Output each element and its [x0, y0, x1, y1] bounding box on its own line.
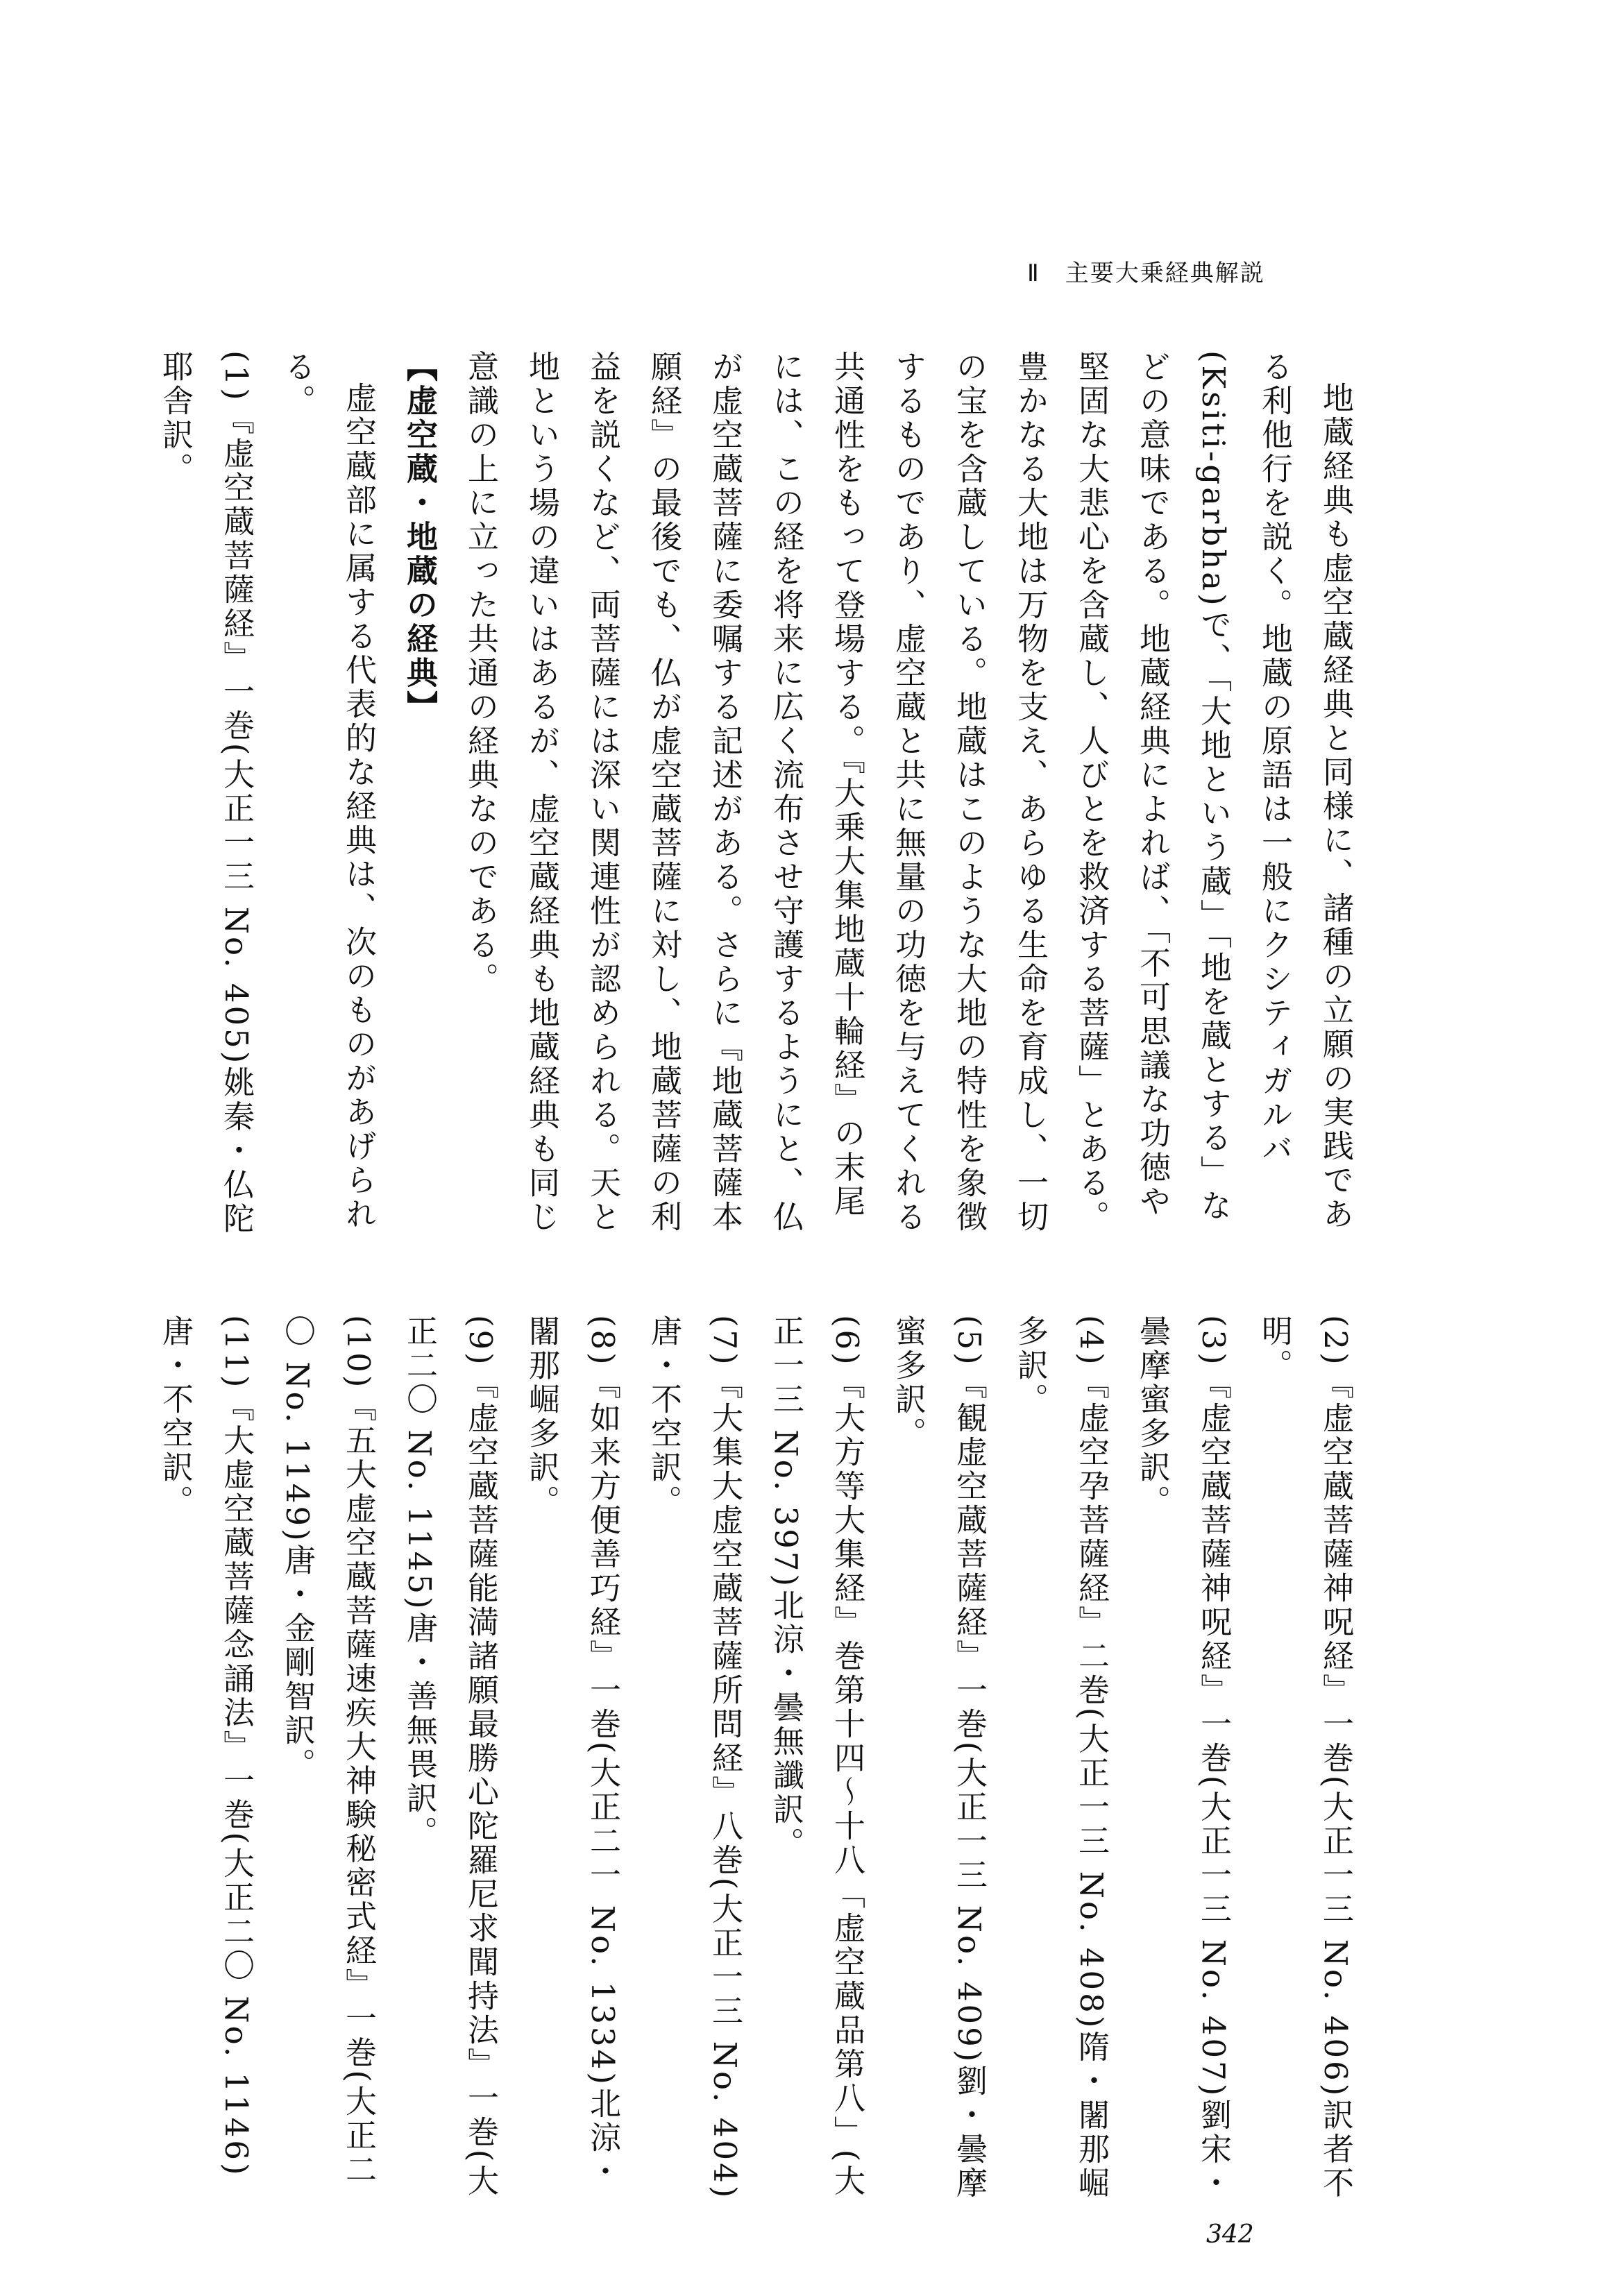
- sutra-entry-8: (8)『如来方便善巧経』一巻(大正二一 No. 1334)北涼・闍那崛多訳。: [523, 1315, 621, 2189]
- section-intro: 虚空蔵部に属する代表的な経典は、次のものがあげられる。: [279, 350, 377, 1232]
- sutra-entry-11: (11)『大虚空蔵菩薩念誦法』一巻(大正二〇 No. 1146)唐・不空訳。: [157, 1315, 255, 2178]
- upper-text-block: [144, 350, 1366, 1252]
- sutra-entry-1: (1)『虚空蔵菩薩経』一巻(大正一三 No. 405)姚秦・仏陀耶舎訳。: [157, 350, 255, 1236]
- sutra-entry-6: (6)『大方等大集経』巻第十四～十八「虚空蔵品第八」(大正一三 No. 397)北涼・曇無讖訳。: [768, 1315, 865, 2199]
- body-paragraph: 地蔵経典も虚空蔵経典と同様に、諸種の立願の実践である利他行を説く。地蔵の原語は一般にクシティガルバ(Ksiti-garbha)で、「大地という蔵」「地を蔵とする」などの意味である。地蔵経典によれば、「不可思議な功徳や堅固な大悲心を含蔵し、人びとを救済する菩薩」とある。豊かなる大地は万物を支え、あらゆる生命を育成し、一切の宝を含蔵している。地蔵はこのような大地の特性を象徴するものであり、虚空蔵と共に無量の功徳を与えてくれる共通性をもって登場する。『大乗大集地蔵十輪経』の末尾には、この経を将来に広く流布させ守護するようにと、仏が虚空蔵菩薩に委嘱する記述がある。さらに『地蔵菩薩本願経』の最後でも、仏が虚空蔵菩薩に対し、地蔵菩薩の利益を説くなど、両菩薩には深い関連性が認められる。天と地という場の違いはあるが、虚空蔵経典も地蔵経典も同じ意識の上に立った共通の経典なのである。: [462, 350, 1354, 1234]
- sutra-entry-2: (2)『虚空蔵菩薩神呪経』一巻(大正一三 No. 406)訳者不明。: [1256, 1315, 1354, 2201]
- section-heading: 【虚空蔵・地蔵の経典】: [401, 350, 438, 724]
- sutra-entry-3: (3)『虚空蔵菩薩神呪経』一巻(大正一三 No. 407)劉宋・曇摩蜜多訳。: [1134, 1315, 1232, 2201]
- page-number: 342: [1206, 2220, 1254, 2249]
- sutra-entry-9: (9)『虚空蔵菩薩能満諸願最勝心陀羅尼求聞持法』一巻(大正二〇 No. 1145)唐・善無畏訳。: [401, 1315, 499, 2199]
- running-header: Ⅱ 主要大乗経典解説: [1027, 260, 1265, 287]
- lower-text-block: [144, 1315, 1366, 2217]
- sutra-entry-10: (10)『五大虚空蔵菩薩速疾大神験秘密式経』一巻(大正二〇 No. 1149)唐・金剛智訳。: [279, 1315, 377, 2187]
- sutra-entry-4: (4)『虚空孕菩薩経』二巻(大正一三 No. 408)隋・闍那崛多訳。: [1012, 1315, 1110, 2201]
- sutra-entry-5: (5)『観虚空蔵菩薩経』一巻(大正一三 No. 409)劉・曇摩蜜多訳。: [890, 1315, 988, 2201]
- sutra-entry-7: (7)『大集大虚空蔵菩薩所問経』八巻(大正一三 No. 404)唐・不空訳。: [645, 1315, 743, 2201]
